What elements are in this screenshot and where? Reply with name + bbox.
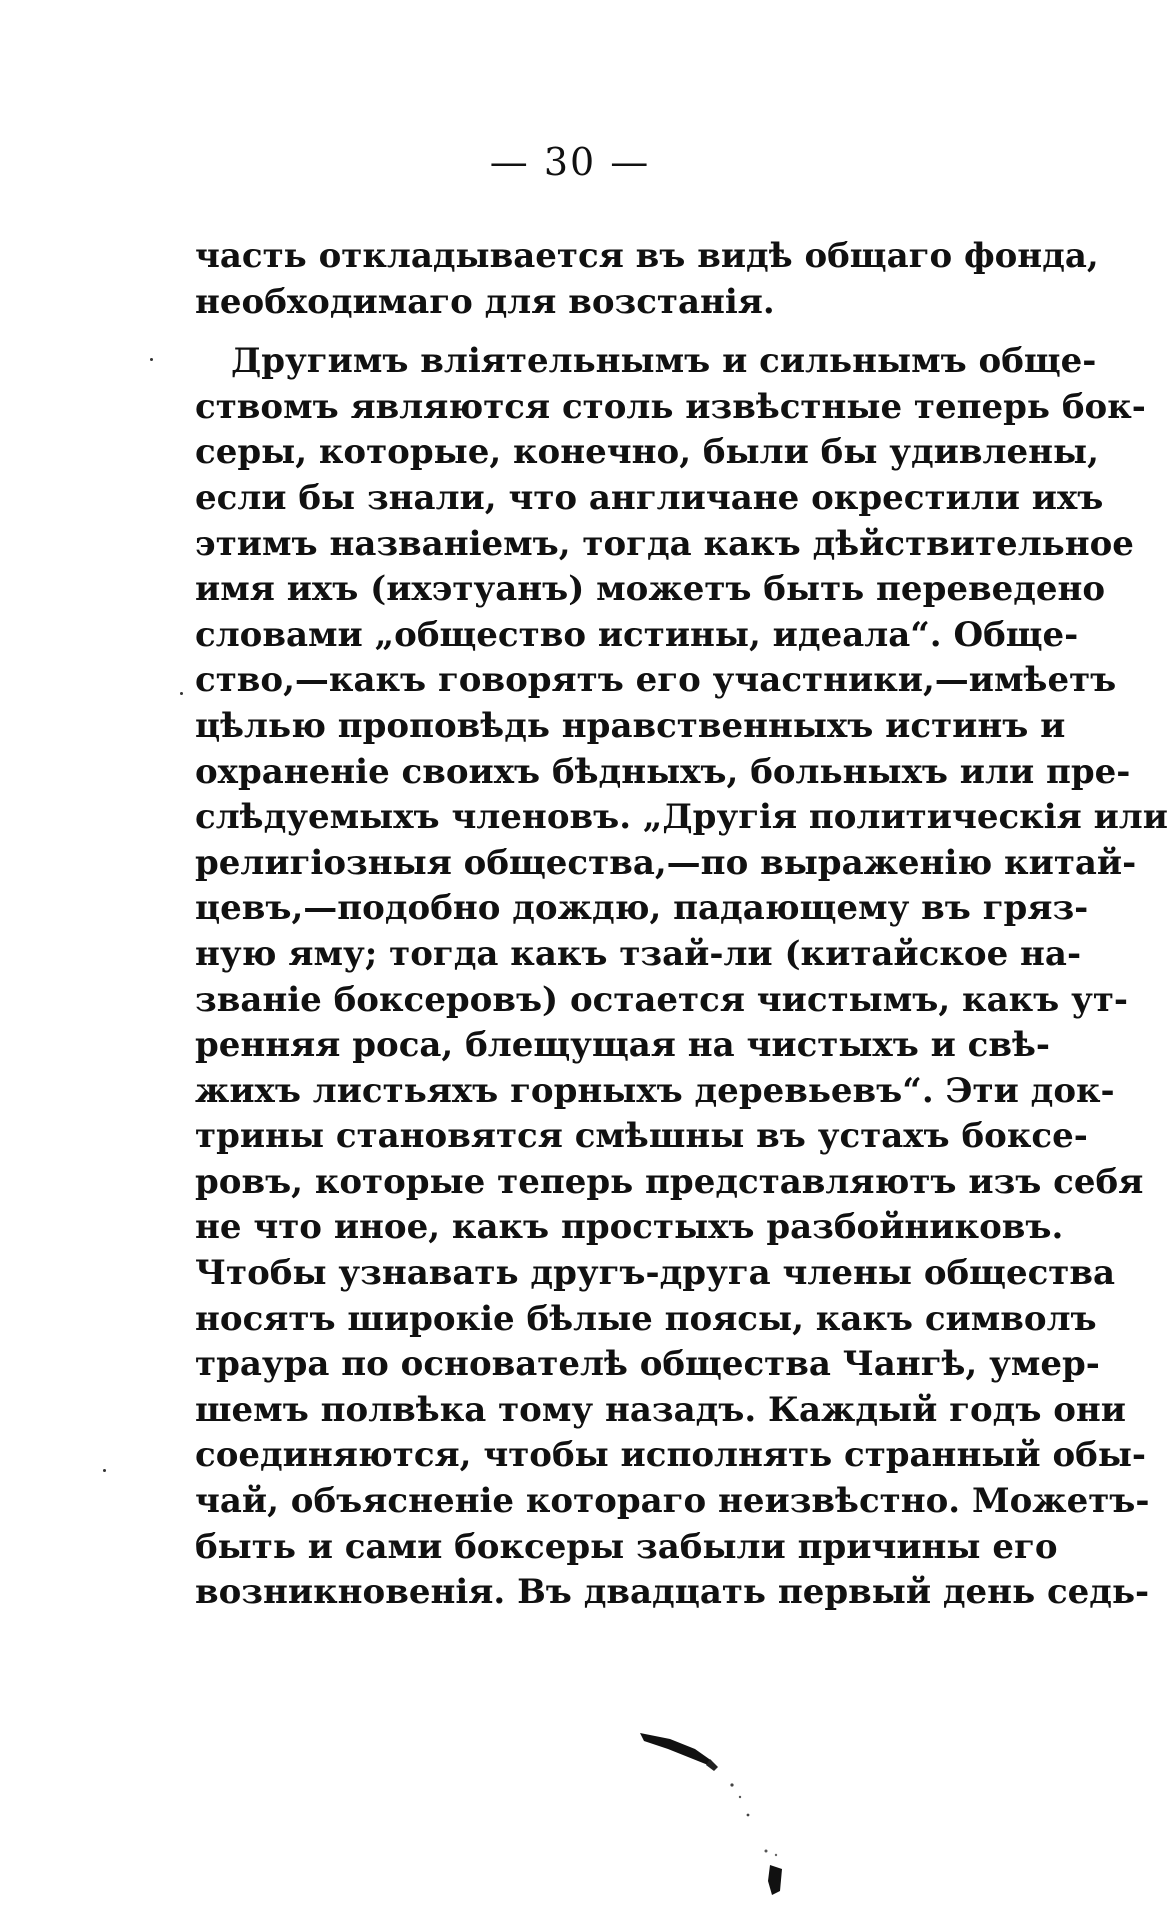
text-line: имя ихъ (ихэтуанъ) можетъ быть переведено <box>195 569 1106 610</box>
text-line: быть и сами боксеры забыли причины его <box>195 1526 1058 1567</box>
text-line: званіе боксеровъ) остается чистымъ, какъ ут- <box>195 979 1129 1020</box>
text-line: трины становятся смѣшны въ устахъ боксе- <box>195 1116 1088 1157</box>
text-line: носятъ широкіе бѣлые поясы, какъ символъ <box>195 1298 1097 1339</box>
text-line: шемъ полвѣка тому назадъ. Каждый годъ они <box>195 1389 1127 1430</box>
text-line: слѣдуемыхъ членовъ. „Другія политическія или <box>195 797 1168 838</box>
text-line: Чтобы узнавать другъ-друга члены общества <box>195 1253 1116 1294</box>
text-line: словами „общество истины, идеала“. Обще- <box>195 614 1079 655</box>
text-line: жихъ листьяхъ горныхъ деревьевъ“. Эти док- <box>195 1070 1115 1111</box>
text-line: возникновенія. Въ двадцать первый день седь- <box>195 1572 1150 1613</box>
ink-smudge-mark <box>640 1715 800 1905</box>
dust-speck <box>150 358 153 361</box>
text-line: охраненіе своихъ бѣдныхъ, больныхъ или пре- <box>195 751 1131 792</box>
paragraph-gap <box>195 325 1030 339</box>
text-line: ство,—какъ говорятъ его участники,—имѣетъ <box>195 660 1117 701</box>
dust-speck <box>103 1469 106 1472</box>
text-line: соединяются, чтобы исполнять странный обы- <box>195 1435 1147 1476</box>
text-line: ную яму; тогда какъ тзай-ли (китайское на- <box>195 933 1082 974</box>
text-line: этимъ названіемъ, тогда какъ дѣйствительное <box>195 523 1134 564</box>
text-line: траура по основателѣ общества Чангѣ, умер- <box>195 1344 1100 1385</box>
body-text <box>195 234 1168 1616</box>
text-line: ствомъ являются столь извѣстные теперь бок- <box>195 386 1146 427</box>
text-line: чай, объясненіе котораго неизвѣстно. Можетъ- <box>195 1481 1150 1522</box>
text-line: ренняя роса, блещущая на чистыхъ и свѣ- <box>195 1025 1051 1066</box>
dust-speck <box>180 692 183 695</box>
text-line: если бы знали, что англичане окрестили ихъ <box>195 477 1104 518</box>
text-line: серы, которые, конечно, были бы удивлены, <box>195 432 1099 473</box>
text-line: часть откладывается въ видѣ общаго фонда, <box>195 236 1099 276</box>
text-line: необходимаго для возстанія. <box>195 281 775 322</box>
text-line: Другимъ вліятельнымъ и сильнымъ обще- <box>231 341 1097 382</box>
text-line: религіозныя общества,—по выраженію китай- <box>195 842 1137 883</box>
text-line: цѣлью проповѣдь нравственныхъ истинъ и <box>195 705 1066 746</box>
text-line: ровъ, которые теперь представляютъ изъ себя <box>195 1161 1144 1202</box>
page-number: — 30 — <box>489 140 651 184</box>
text-line: не что иное, какъ простыхъ разбойниковъ. <box>195 1207 1064 1248</box>
text-line: цевъ,—подобно дождю, падающему въ гряз- <box>195 888 1089 929</box>
